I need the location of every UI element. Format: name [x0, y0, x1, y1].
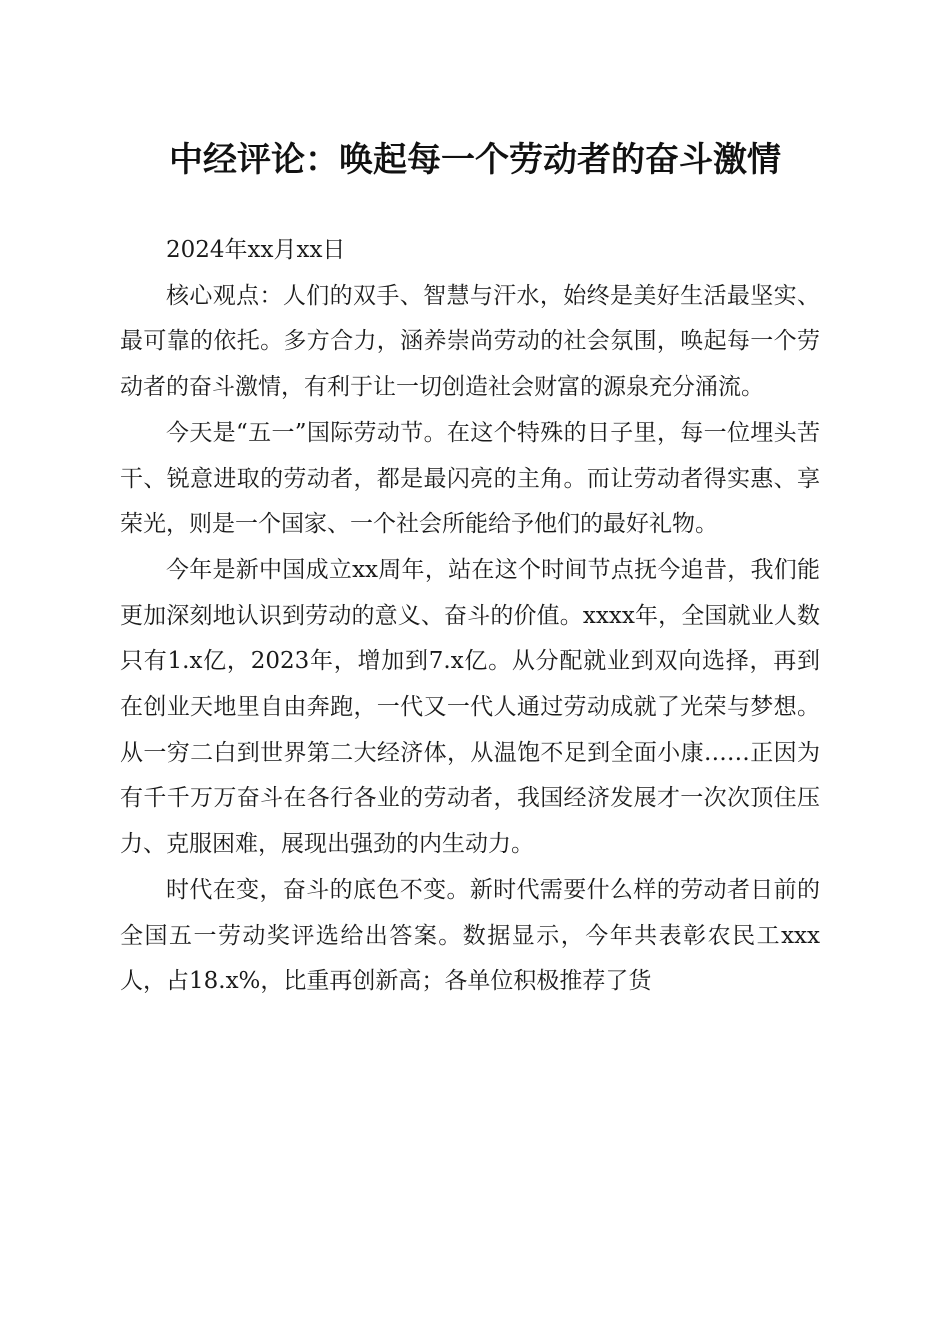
paragraph-labor-day: 今天是“五一”国际劳动节。在这个特殊的日子里，每一位埋头苦干、锐意进取的劳动者，都是最闪亮的主角。而让劳动者得实惠、享荣光，则是一个国家、一个社会所能给予他们的最好礼物。 [120, 419, 820, 538]
document-title: 中经评论：唤起每一个劳动者的奋斗激情 [169, 140, 781, 180]
paragraph-new-era: 时代在变，奋斗的底色不变。新时代需要什么样的劳动者日前的全国五一劳动奖评选给出答案。数据显示，今年共表彰农民工xxx人，占18.x%，比重再创新高；各单位积极推荐了货 [120, 876, 820, 995]
paragraph-core-viewpoint: 核心观点：人们的双手、智慧与汗水，始终是美好生活最坚实、最可靠的依托。多方合力，涵养崇尚劳动的社会氛围，唤起每一个劳动者的奋斗激情，有利于让一切创造社会财富的源泉充分涌流。 [120, 282, 820, 401]
document-body [120, 228, 820, 1005]
document-date: 2024年xx月xx日 [166, 237, 346, 263]
paragraph-anniversary: 今年是新中国成立xx周年，站在这个时间节点抚今追昔，我们能更加深刻地认识到劳动的意义、奋斗的价值。xxxx年，全国就业人数只有1.x亿，2023年，增加到7.x亿。从分配就业到双向选择，再到在创业天地里自由奔跑，一代又一代人通过劳动成就了光荣与梦想。从一穷二白到世界第二大经济体，从温饱不足到全面小康……正因为有千千万万奋斗在各行各业的劳动者，我国经济发展才一次次顶住压力、克服困难，展现出强劲的内生动力。 [120, 556, 820, 858]
